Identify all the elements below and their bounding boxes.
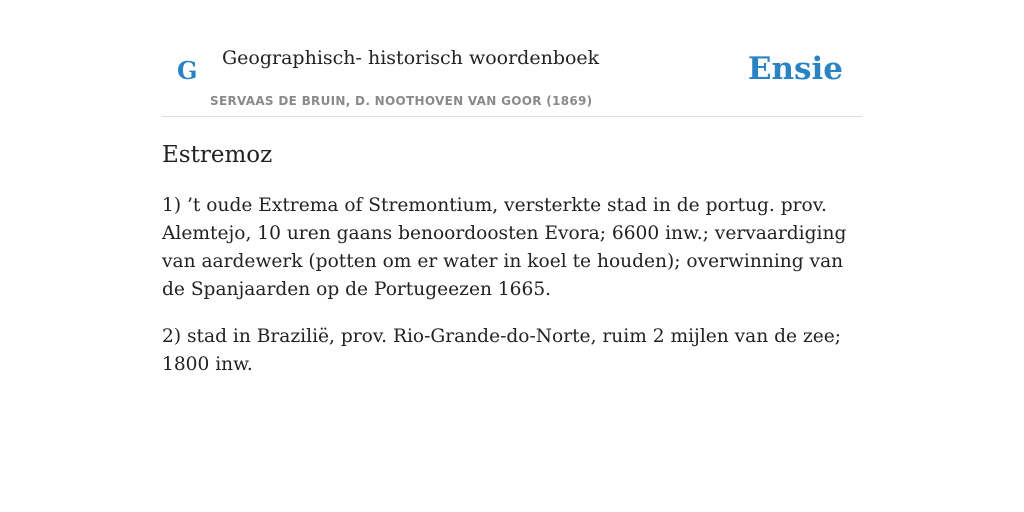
book-title-link[interactable]: Geographisch- historisch woordenboek	[222, 47, 600, 69]
ensie-logo[interactable]: Ensie	[747, 51, 843, 87]
entry-title: Estremoz	[162, 142, 273, 168]
definition-item: 1) ’t oude Extrema of Stremontium, versterkte stad in de portug. prov. Alemtejo, 10 uren gaans benoordoosten Evora; 6600 inw.; vervaardiging van aardewerk (potten om er water in koel te houden); overwinning van de Spanjaarden op de Portugeezen 1665.	[162, 195, 847, 300]
book-initial-icon[interactable]: G	[177, 56, 198, 85]
definition-list	[162, 192, 866, 398]
book-header	[162, 0, 862, 117]
book-author: SERVAAS DE BRUIN, D. NOOTHOVEN VAN GOOR (1869)	[210, 94, 593, 108]
definition-item: 2) stad in Brazilië, prov. Rio-Grande-do-Norte, ruim 2 mijlen van de zee; 1800 inw.	[162, 326, 842, 375]
page-content	[162, 0, 862, 375]
